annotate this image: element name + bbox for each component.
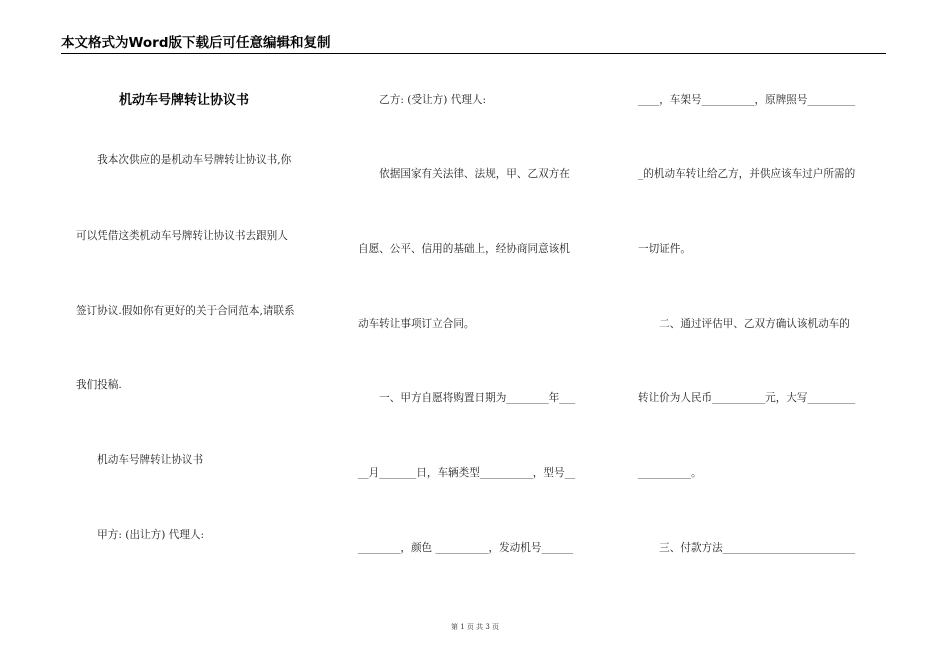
text-line: 自愿、公平、信用的基础上，经协商同意该机 [358, 243, 570, 255]
page-number: 第 1 页 共 3 页 [450, 623, 500, 631]
document-header: 本文格式为Word版下载后可任意编辑和复制 [61, 35, 331, 51]
text-line: ________，颜色 __________，发动机号______ [358, 542, 574, 554]
text-line: 我本次供应的是机动车号牌转让协议书,你 [76, 154, 292, 166]
text-line: 签订协议.假如你有更好的关于合同范本,请联系 [76, 305, 295, 317]
text-line: 一切证件。 [638, 243, 691, 255]
text-line: ____，车架号__________，原牌照号_________ [638, 94, 856, 106]
text-line: 转让价为人民币__________元，大写_________ [638, 392, 856, 404]
document-title: 机动车号牌转让协议书 [119, 93, 250, 108]
text-line: 依据国家有关法律、法规，甲、乙双方在 [358, 168, 570, 180]
text-line: 机动车号牌转让协议书 [76, 454, 204, 466]
text-line: 甲方: (出让方) 代理人: [76, 529, 205, 541]
text-line: __________。 [638, 467, 702, 479]
text-line: 三、付款方法_________________________ [638, 542, 856, 554]
text-line: 我们投稿. [76, 379, 122, 391]
text-column-1 [76, 0, 321, 620]
text-line: 动车转让事项订立合同。 [358, 318, 475, 330]
text-line: __月_______日，车辆类型__________，型号__ [358, 467, 576, 479]
text-column-3 [638, 0, 883, 620]
text-line: _的机动车转让给乙方，并供应该车过户所需的 [638, 168, 856, 180]
text-line: 可以凭借这类机动车号牌转让协议书去跟别人 [76, 230, 288, 242]
text-line: 二、通过评估甲、乙双方确认该机动车的 [638, 318, 850, 330]
text-line: 乙方: (受让方) 代理人: [358, 94, 487, 106]
text-line: 一、甲方自愿将购置日期为________年___ [358, 392, 576, 404]
text-column-2 [358, 0, 603, 620]
